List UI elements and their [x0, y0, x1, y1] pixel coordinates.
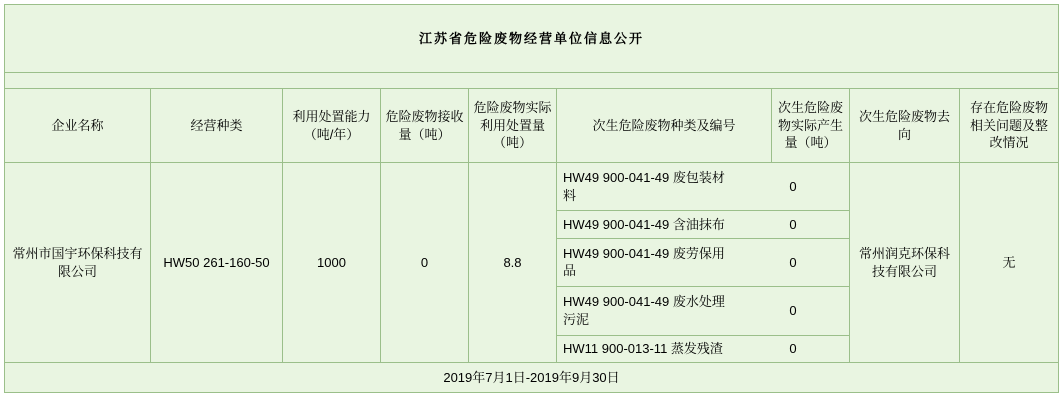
- cell-capacity: 1000: [283, 163, 381, 363]
- cell-issues: 无: [960, 163, 1059, 363]
- cell-received: 0: [381, 163, 469, 363]
- column-header-actual-disposed: 危险废物实际利用处置量（吨）: [469, 89, 557, 163]
- column-header-issues: 存在危险废物相关问题及整改情况: [960, 89, 1059, 163]
- column-header-secondary-waste-type: 次生危险废物种类及编号: [557, 89, 772, 163]
- disclosure-table: [4, 4, 1059, 393]
- secondary-waste-amount: 0: [737, 238, 849, 287]
- column-header-received: 危险废物接收量（吨）: [381, 89, 469, 163]
- column-header-capacity: 利用处置能力（吨/年）: [283, 89, 381, 163]
- secondary-waste-row: [557, 238, 849, 287]
- footer-row: [5, 363, 1059, 393]
- secondary-waste-row: [557, 287, 849, 336]
- secondary-waste-name: HW49 900-041-49 含油抹布: [557, 211, 737, 238]
- spreadsheet-sheet: [0, 4, 1049, 414]
- secondary-waste-name: HW49 900-041-49 废劳保用品: [557, 238, 737, 287]
- spacer-cell: [5, 73, 1059, 89]
- secondary-waste-amount: 0: [737, 163, 849, 211]
- secondary-waste-row: [557, 163, 849, 211]
- secondary-waste-name: HW49 900-041-49 废包装材料: [557, 163, 737, 211]
- secondary-waste-amount: 0: [737, 335, 849, 362]
- secondary-waste-row: [557, 211, 849, 238]
- column-header-secondary-waste-amount: 次生危险废物实际产生量（吨）: [772, 89, 850, 163]
- secondary-waste-table: [557, 163, 849, 362]
- header-row: [5, 89, 1059, 163]
- page-title: 江苏省危险废物经营单位信息公开: [5, 5, 1059, 73]
- cell-company: 常州市国宇环保科技有限公司: [5, 163, 151, 363]
- secondary-waste-name: HW49 900-041-49 废水处理污泥: [557, 287, 737, 336]
- secondary-waste-amount: 0: [737, 287, 849, 336]
- secondary-waste-amount: 0: [737, 211, 849, 238]
- spacer-row: [5, 73, 1059, 89]
- table-row: [5, 163, 1059, 363]
- column-header-business-type: 经营种类: [151, 89, 283, 163]
- column-header-company: 企业名称: [5, 89, 151, 163]
- title-row: [5, 5, 1059, 73]
- secondary-waste-row: [557, 335, 849, 362]
- cell-actual-disposed: 8.8: [469, 163, 557, 363]
- reporting-period: 2019年7月1日-2019年9月30日: [5, 363, 1059, 393]
- cell-secondary-waste-group: [557, 163, 850, 363]
- column-header-destination: 次生危险废物去向: [850, 89, 960, 163]
- secondary-waste-name: HW11 900-013-11 蒸发残渣: [557, 335, 737, 362]
- cell-business-type: HW50 261-160-50: [151, 163, 283, 363]
- cell-destination: 常州润克环保科技有限公司: [850, 163, 960, 363]
